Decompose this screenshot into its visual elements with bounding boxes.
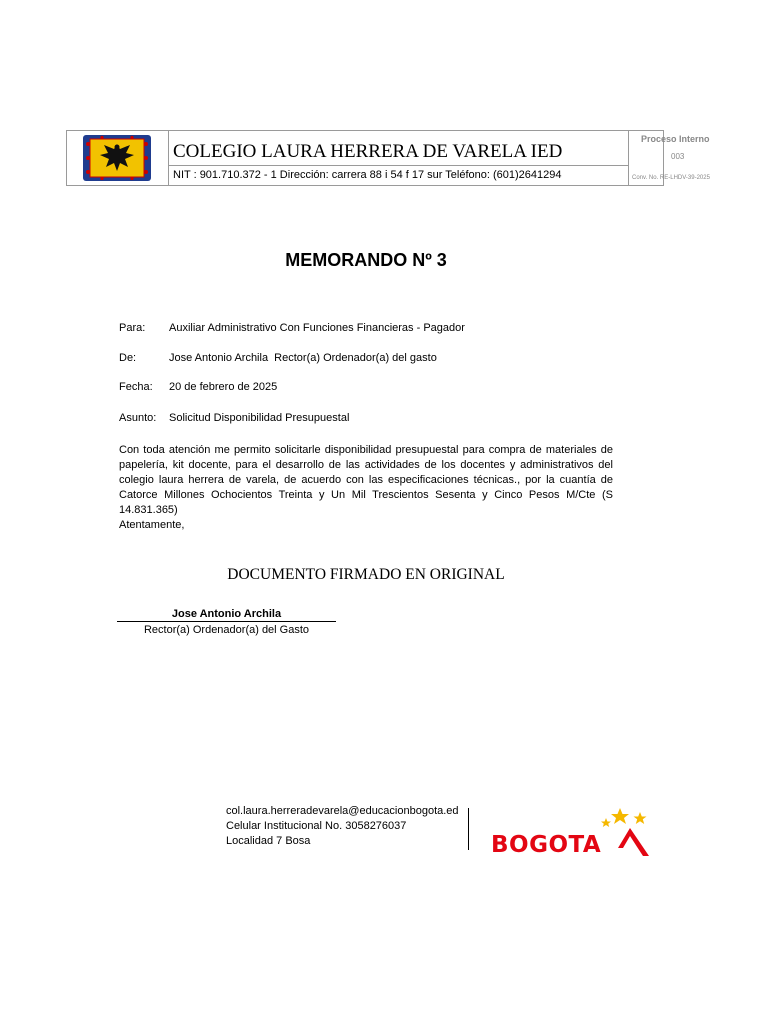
proceso-label: Proceso Interno xyxy=(641,134,710,144)
star-icon xyxy=(634,812,647,824)
closing: Atentamente, xyxy=(119,519,185,531)
field-de xyxy=(119,352,437,364)
signer-role: Rector(a) Ordenador(a) del Gasto xyxy=(143,624,310,636)
signer-name: Jose Antonio Archila xyxy=(117,608,336,622)
conv-number: Conv. No. RE-LHDV-39-2025 xyxy=(632,175,710,181)
footer-locality: Localidad 7 Bosa xyxy=(226,835,311,847)
school-name: COLEGIO LAURA HERRERA DE VARELA IED xyxy=(173,141,563,162)
field-asunto xyxy=(119,412,349,424)
memo-body xyxy=(119,443,613,533)
document-header xyxy=(66,130,710,186)
bogota-logo-graphic xyxy=(490,806,652,860)
body-paragraph: Con toda atención me permito solicitarle disponibilidad presupuestal para compra de materiales de papelería, kit docente, para el desarrollo de las actividades de los docentes y administrativos del colegio laura herrera de varela, de acuerdo con las especificaciones técnicas., por la cuantía de Catorce Millones Ochocientos Treinta y Un Mil Trescientos Sesenta y Cinco Pesos M/Cte (S 14.831.365) xyxy=(119,444,613,516)
asunto-label: Asunto: xyxy=(119,412,157,424)
footer-email: col.laura.herreradevarela@educacionbogota.ed xyxy=(226,805,459,817)
fecha-label: Fecha: xyxy=(119,381,153,393)
bogota-coat-of-arms-icon xyxy=(82,134,152,182)
field-fecha xyxy=(119,381,277,393)
proceso-number: 003 xyxy=(671,152,685,161)
para-label: Para: xyxy=(119,322,146,334)
address-line: NIT : 901.710.372 - 1 Dirección: carrera 88 i 54 f 17 sur Teléfono: (601)2641294 xyxy=(173,169,562,181)
footer-contact xyxy=(226,804,459,849)
signed-note: DOCUMENTO FIRMADO EN ORIGINAL xyxy=(227,566,505,583)
de-value: Jose Antonio Archila Rector(a) Ordenador(a) del gasto xyxy=(169,352,437,364)
bogota-city-logo xyxy=(490,806,652,865)
para-value: Auxiliar Administrativo Con Funciones Financieras - Pagador xyxy=(169,322,465,334)
memo-title: MEMORANDO Nº 3 xyxy=(285,250,447,270)
fecha-value: 20 de febrero de 2025 xyxy=(169,381,278,393)
footer-phone: Celular Institucional No. 3058276037 xyxy=(226,820,407,832)
star-icon xyxy=(601,818,611,827)
de-label: De: xyxy=(119,352,137,364)
star-icon xyxy=(611,808,629,824)
crest-cell xyxy=(67,131,169,185)
bogota-logo-text: BOGOTA xyxy=(491,832,602,858)
proceso-cell xyxy=(629,131,710,185)
address-cell xyxy=(168,166,629,185)
footer-divider xyxy=(468,808,469,850)
school-name-cell xyxy=(168,131,629,166)
asunto-value: Solicitud Disponibilidad Presupuestal xyxy=(169,412,350,424)
field-para xyxy=(119,322,465,334)
